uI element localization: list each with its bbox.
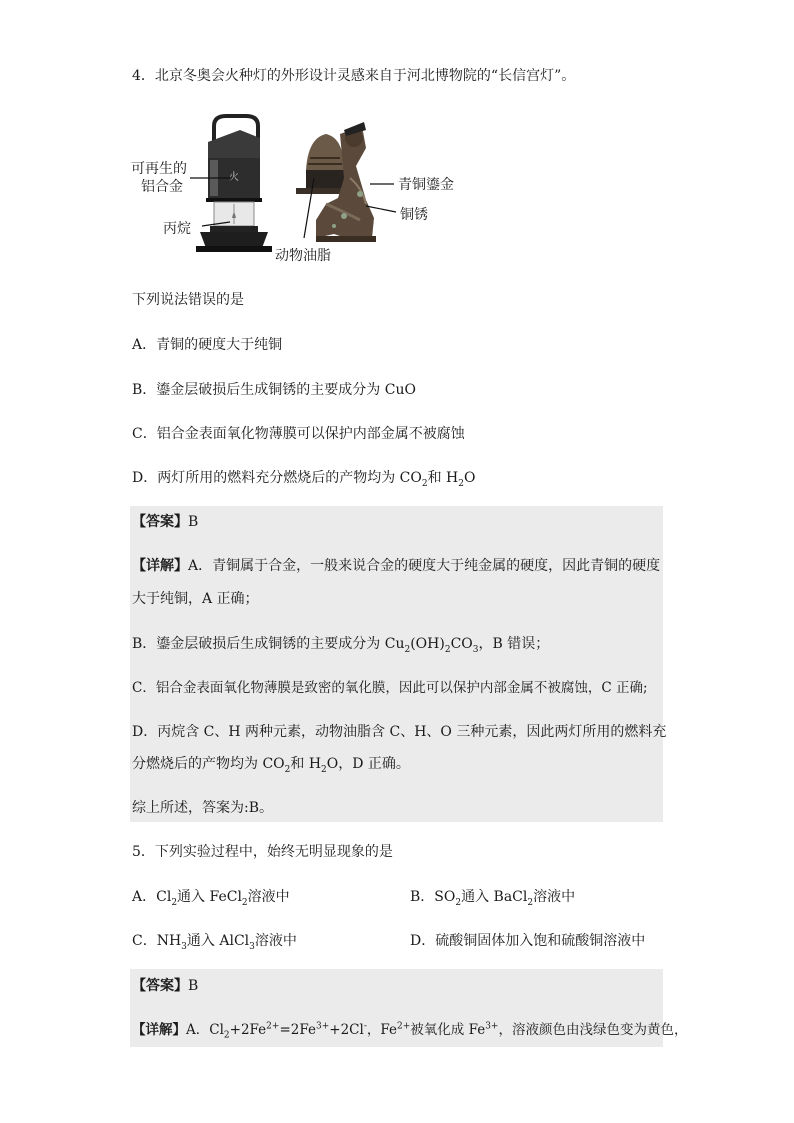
label-animal-fat: 动物油脂: [275, 248, 331, 264]
q5-answer: 【答案】B: [132, 978, 199, 994]
q4-option-a: A．青铜的硬度大于纯铜: [132, 337, 283, 353]
q5-option-d: D．硫酸铜固体加入饱和硫酸铜溶液中: [410, 933, 646, 949]
question-4-ask: 下列说法错误的是: [132, 292, 244, 308]
q5-option-a: A．$Cl_2$通入 FeCl$_2$溶液中: [132, 889, 290, 908]
q4-detail-c: C．铝合金表面氧化物薄膜是致密的氧化膜，因此可以保护内部金属不被腐蚀，C 正确;: [132, 680, 648, 696]
q5-option-c: C．$NH_3$通入 AlCl$_3$溶液中: [132, 933, 297, 952]
lamp-figure: [130, 108, 470, 268]
question-5-stem: 5．下列实验过程中，始终无明显现象的是: [132, 844, 393, 860]
label-copper-rust: 铜锈: [400, 207, 428, 223]
label-aluminum-alloy: 铝合金: [141, 179, 183, 195]
question-4-stem: 4．北京冬奥会火种灯的外形设计灵感来自于河北博物院的“长信宫灯”。: [132, 68, 576, 84]
q4-option-d: D．两灯所用的燃料充分燃烧后的产物均为 $CO_2$和 $H_2O$: [132, 470, 476, 489]
q4-detail-a-line2: 大于纯铜，A 正确；: [132, 591, 259, 607]
q4-detail-d-line1: D．丙烷含 C、H 两种元素，动物油脂含 C、H、O 三种元素，因此两灯所用的燃料充: [132, 724, 667, 740]
q5-option-b: B．$SO_2$通入 BaCl$_2$溶液中: [410, 889, 576, 908]
q4-detail-a-line1: 【详解】A．青铜属于合金，一般来说合金的硬度大于纯金属的硬度，因此青铜的硬度: [132, 558, 661, 574]
changxin-palace-lamp: [296, 122, 376, 242]
label-gilt-bronze: 青铜鎏金: [398, 177, 454, 193]
label-renewable: 可再生的: [131, 161, 187, 177]
q4-detail-b: B．鎏金层破损后生成铜锈的主要成分为 $Cu_2(OH)_2CO_3$，B 错误；: [132, 636, 550, 655]
q4-option-c: C．铝合金表面氧化物薄膜可以保护内部金属不被腐蚀: [132, 426, 465, 442]
svg-text:火: 火: [229, 172, 239, 183]
label-propane: 丙烷: [163, 221, 191, 237]
q4-answer-panel: [130, 506, 663, 822]
q4-answer: 【答案】B: [132, 514, 199, 530]
olympic-flame-lamp: [196, 116, 272, 252]
q5-detail-a: 【详解】A．$Cl_2+2Fe^{2+}=2Fe^{3+}+2Cl^-$，$Fe^{2+}$被氧化成 $Fe^{3+}$，溶液颜色由浅绿色变为黄色，: [132, 1021, 688, 1041]
q4-option-b: B．鎏金层破损后生成铜锈的主要成分为 CuO: [132, 382, 416, 398]
q4-summary: 综上所述，答案为:B。: [132, 800, 274, 816]
q4-detail-d-line2: 分燃烧后的产物均为 $CO_2$和 $H_2O$，D 正确。: [132, 756, 410, 775]
